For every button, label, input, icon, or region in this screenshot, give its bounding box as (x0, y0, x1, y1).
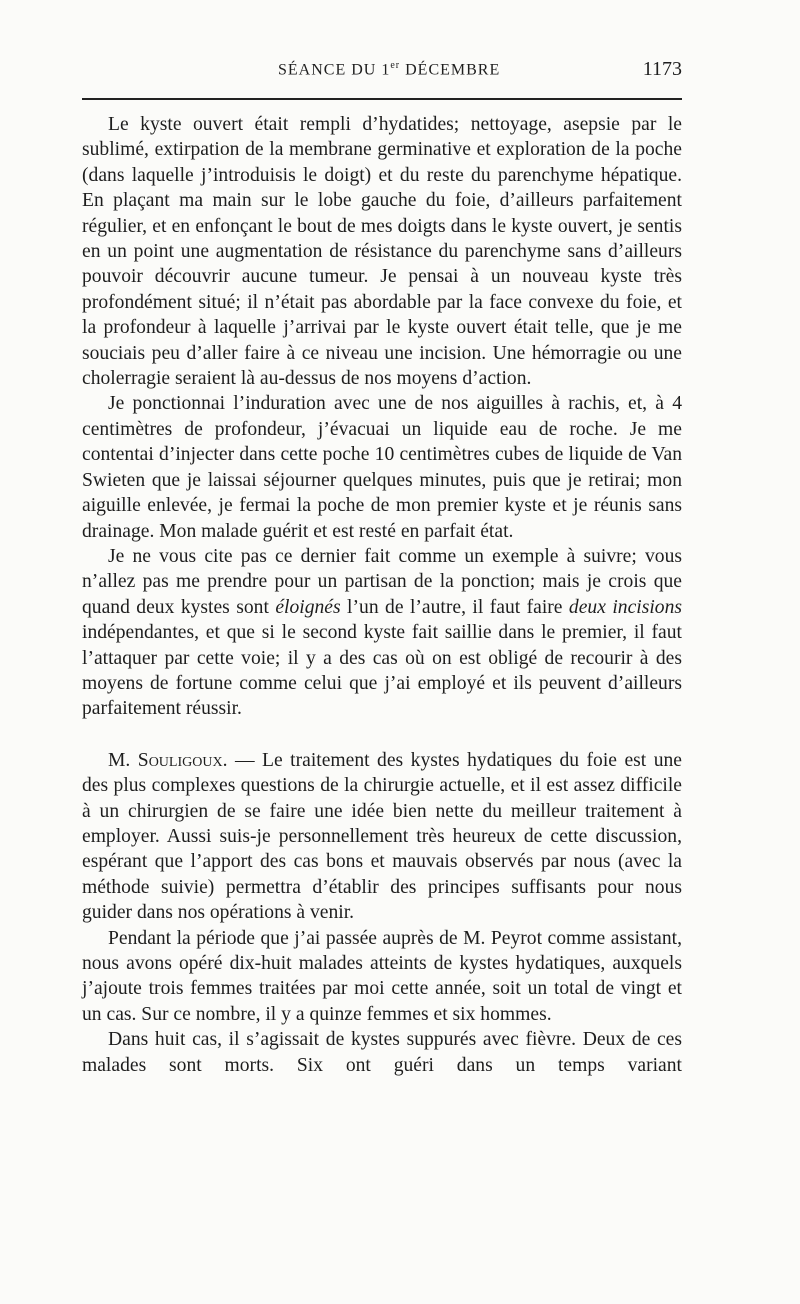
paragraph-6: Dans huit cas, il s’agissait de kystes suppurés avec fièvre. Deux de ces malades sont morts. Six ont guéri dans un temps variant (82, 1029, 682, 1076)
page-header (82, 58, 682, 88)
running-title-sup: er (390, 60, 401, 71)
paragraph-2: Je ponctionnai l’induration avec une de nos aiguilles à rachis, et, à 4 centimètres de profondeur, j’évacuai un liquide eau de roche. Je me contentai d’injecter dans cette poche 10 centimètres cubes de liquide de Van Swieten que je laissai séjourner quelques minutes, puis que je retirai; mon aiguille enlevée, je fermai la poche de mon premier kyste et je réunis sans drainage. Mon malade guérit et est resté en parfait état. (82, 393, 682, 542)
speaker-name: M. Souligoux. (108, 749, 228, 771)
body-text (82, 112, 682, 1078)
paragraph-3-part-b: l’un de l’autre, il faut faire (340, 596, 569, 618)
paragraph-1: Le kyste ouvert était rempli d’hydatides; nettoyage, asepsie par le sublimé, extirpation de la membrane germinative et exploration de la poche (dans laquelle j’introduisis le doigt) et du reste du parenchyme hépatique. En plaçant ma main sur le lobe gauche du foie, d’ailleurs parfaitement régulier, et en enfonçant le bout de mes doigts dans le kyste ouvert, je sentis en un point une augmentation de résistance du parenchyme sans d’ailleurs pouvoir découvrir aucune tumeur. Je pensai à un nouveau kyste très profondément situé; il n’était pas abordable par la face convexe du foie, et la profondeur à laquelle j’arrivai par le kyste ouvert était telle, que je me souciais peu d’aller faire à ce niveau une incision. Une hémorragie ou une cholerragie seraient là au-dessus de nos moyens d’action. (82, 114, 682, 390)
running-title-pre: SÉANCE DU 1 (278, 61, 391, 79)
paragraph-4-text: — Le traitement des kystes hydatiques du foie est une des plus complexes questions de la chirurgie actuelle, et il est assez difficile à un chirurgien de se faire une idée bien nette du meilleur traitement à employer. Aussi suis-je personnellement très heureux de cette discussion, espérant que l’apport des cas bons et mauvais observés par nous (avec la méthode suivie) permettra d’établir des principes suffisants pour nous guider dans nos opérations à venir. (82, 749, 682, 924)
paragraph-4 (82, 748, 682, 926)
emphasis-deux-incisions: deux incisions (568, 596, 683, 618)
page-number: 1173 (642, 58, 682, 80)
paragraph-3-part-a: Je ne vous cite pas ce dernier fait comme un exemple à suivre; vous n’allez pas me prendre pour un partisan de la ponction; mais je crois que quand deux kystes sont (82, 545, 682, 618)
paragraph-3 (82, 544, 682, 722)
running-title-post: DÉCEMBRE (400, 61, 501, 79)
paragraph-3-part-c: indépendantes, et que si le second kyste fait saillie dans le premier, il faut l’attaquer par cette voie; il y a des cas où on est obligé de recourir à des moyens de fortune comme celui que j’ai employé et ils peuvent d’ailleurs parfaitement réussir. (82, 622, 682, 720)
header-rule (82, 98, 682, 100)
emphasis-eloignes: éloignés (275, 596, 341, 618)
running-title (278, 60, 500, 79)
paragraph-5: Pendant la période que j’ai passée auprès de M. Peyrot comme assistant, nous avons opéré dix-huit malades atteints de kystes hydatiques, auxquels j’ajoute trois femmes traitées par moi cette année, soit un total de vingt et un cas. Sur ce nombre, il y a quinze femmes et six hommes. (82, 927, 682, 1025)
